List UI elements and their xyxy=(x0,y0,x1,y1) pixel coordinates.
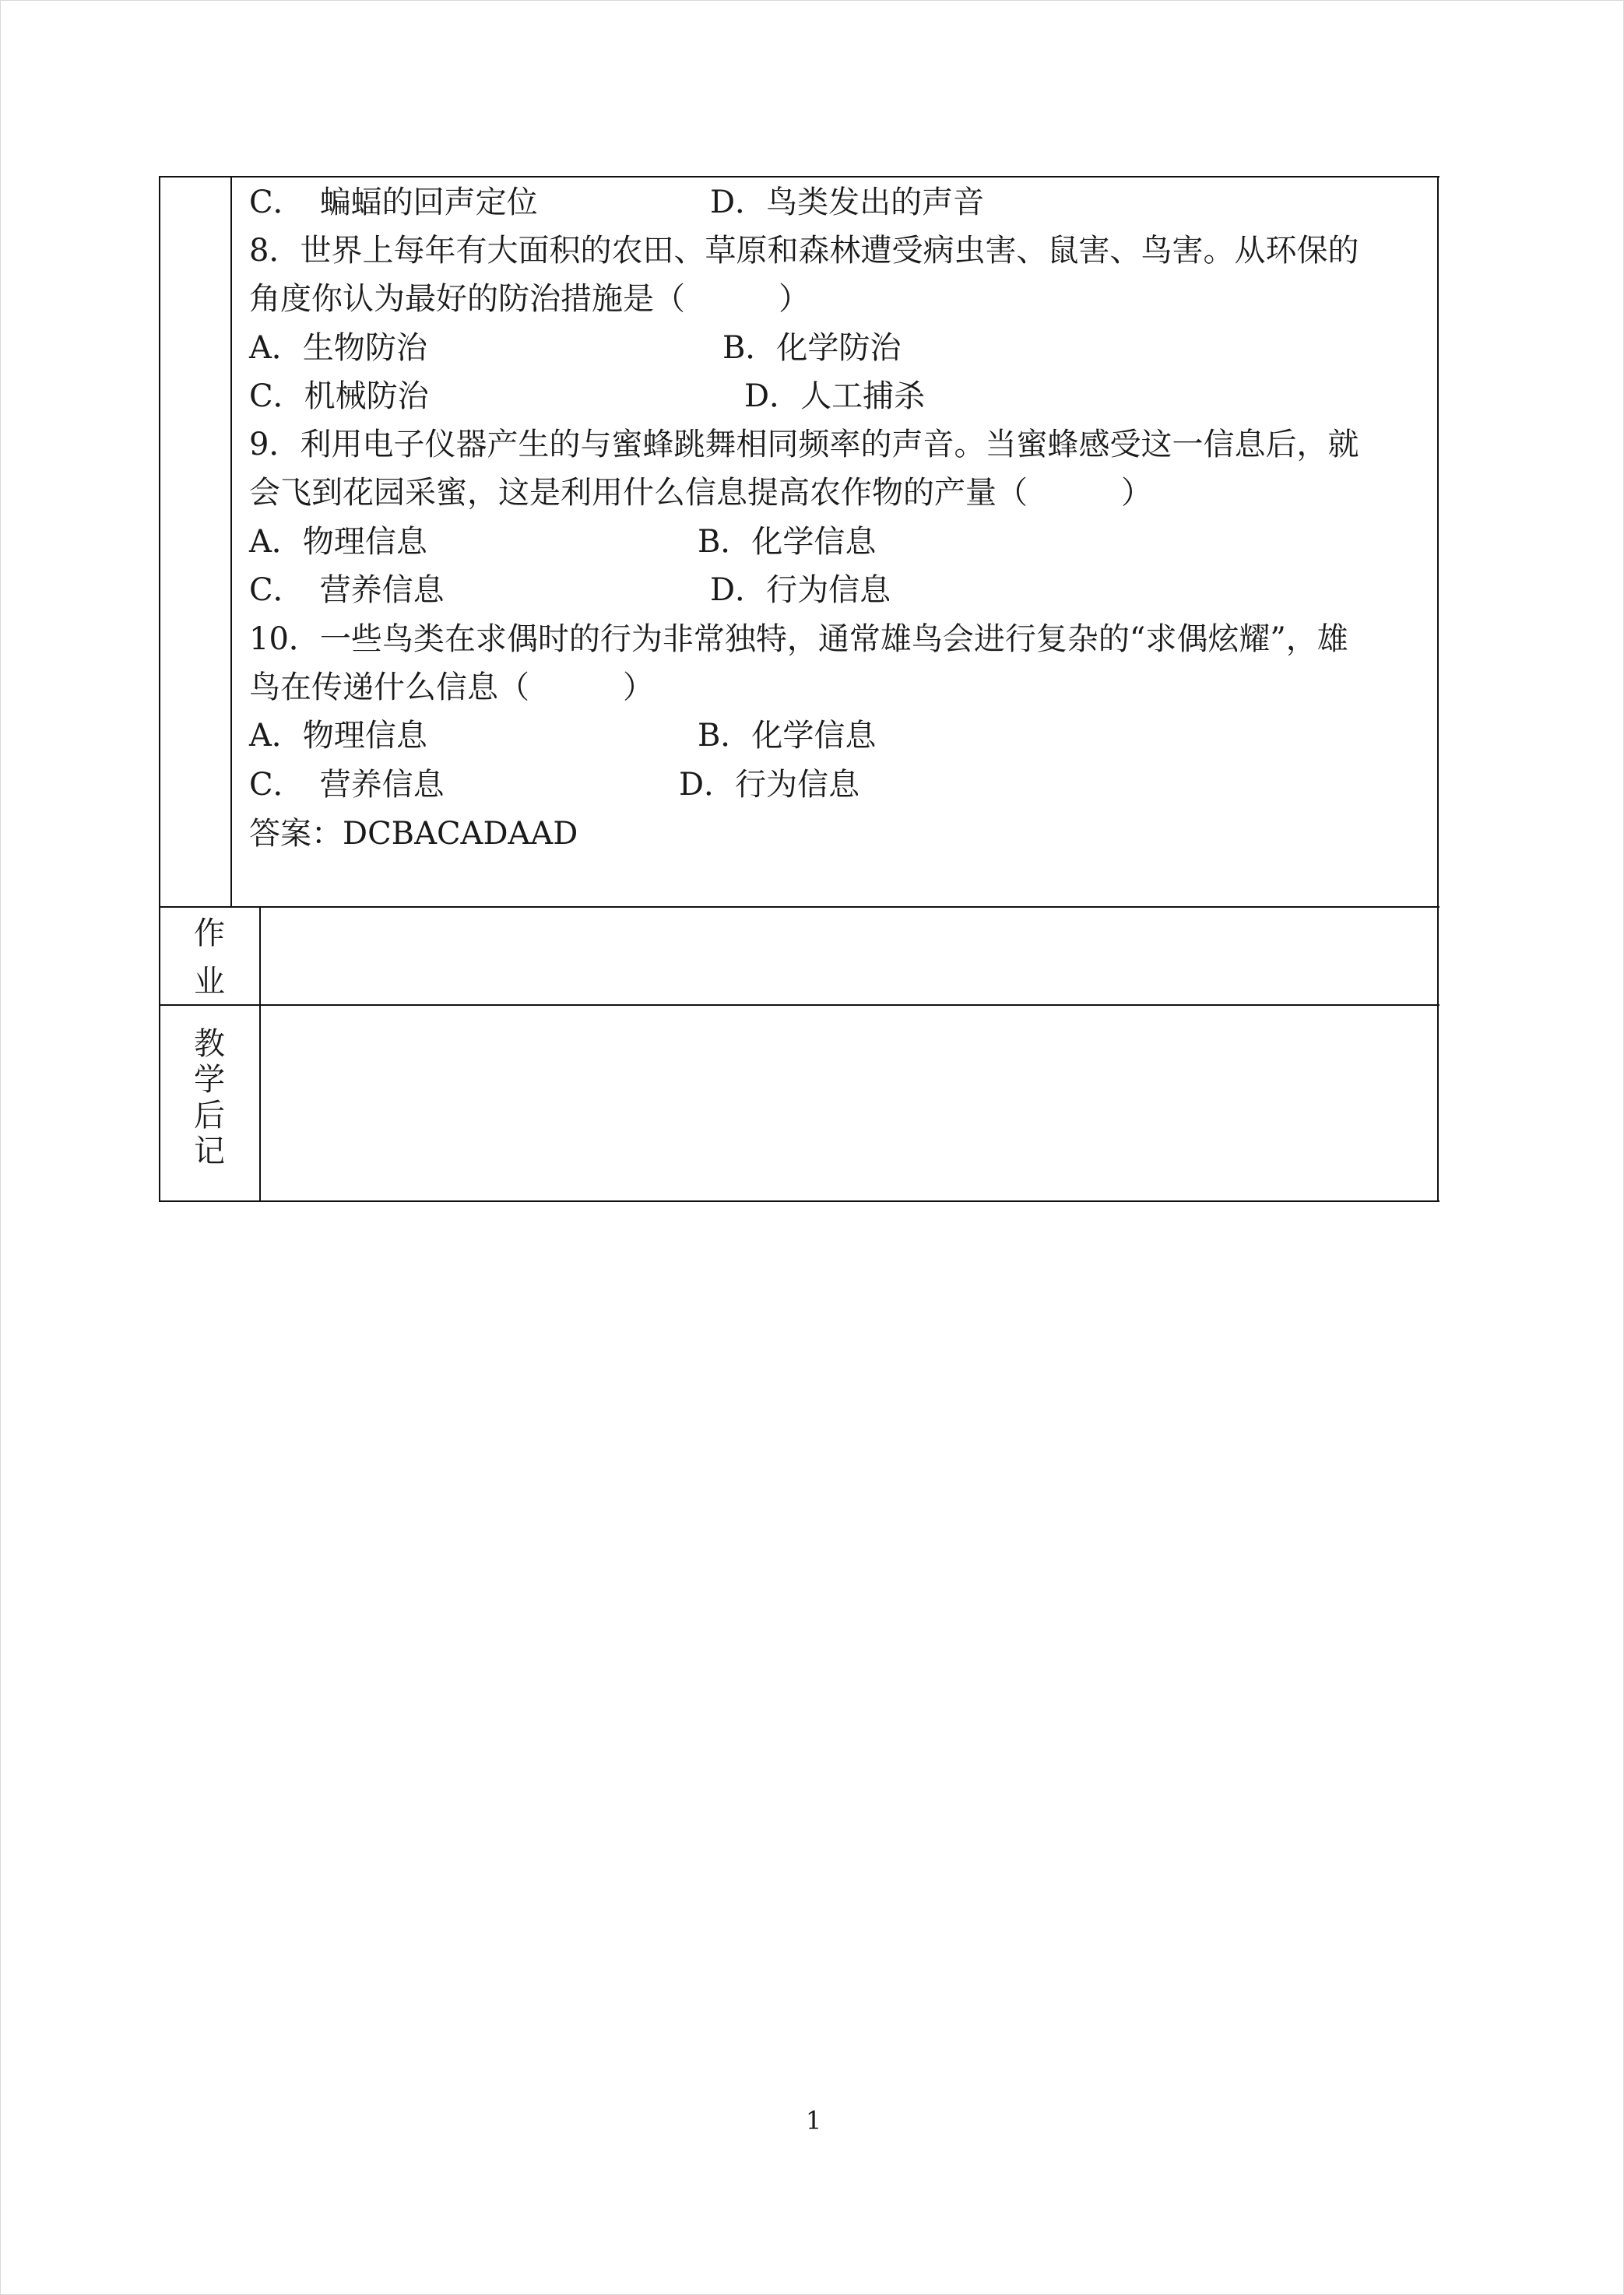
notes-label-char1: 教 xyxy=(194,1026,225,1062)
homework-label-char2: 业 xyxy=(194,964,225,1000)
table-top-border xyxy=(159,176,1439,177)
q10-option-a: A．物理信息 xyxy=(249,718,427,754)
q8-option-d: D．人工捕杀 xyxy=(744,378,926,414)
table-row-divider-2 xyxy=(159,1004,1439,1006)
q9-stem-line1: 9．利用电子仪器产生的与蜜蜂跳舞相同频率的声音。当蜜蜂感受这一信息后，就 xyxy=(249,427,1359,462)
q8-stem-line2: 角度你认为最好的防治措施是（ ） xyxy=(249,281,810,317)
table-bottom-border xyxy=(159,1200,1439,1202)
q9-option-c: C． 营养信息 xyxy=(249,572,445,608)
q10-option-c: C． 营养信息 xyxy=(249,767,445,803)
table-right-border xyxy=(1437,176,1439,1202)
q9-option-a: A．物理信息 xyxy=(249,524,427,560)
notes-label-char4: 记 xyxy=(194,1133,225,1169)
homework-label-char1: 作 xyxy=(194,916,225,951)
q8-option-c: C．机械防治 xyxy=(249,378,429,414)
q7-option-d: D．鸟类发出的声音 xyxy=(710,185,985,220)
q8-stem-line1: 8．世界上每年有大面积的农田、草原和森林遭受病虫害、鼠害、鸟害。从环保的 xyxy=(249,233,1359,269)
q7-option-c: C． 蝙蝠的回声定位 xyxy=(249,185,538,220)
notes-label-char3: 后 xyxy=(194,1098,225,1133)
q8-option-b: B．化学防治 xyxy=(722,330,902,366)
q10-stem-line2: 鸟在传递什么信息（ ） xyxy=(249,670,654,705)
page-number: 1 xyxy=(805,2106,822,2135)
table-inner-divider-top xyxy=(230,176,232,907)
table-left-border xyxy=(159,176,160,1202)
table-row-divider-1 xyxy=(159,906,1439,908)
q10-option-d: D．行为信息 xyxy=(679,767,860,803)
q9-option-b: B．化学信息 xyxy=(698,524,877,560)
q9-option-d: D．行为信息 xyxy=(710,572,891,608)
q10-option-b: B．化学信息 xyxy=(698,718,877,754)
table-inner-divider-bottom xyxy=(259,906,261,1202)
answer-key: 答案：DCBACADAAD xyxy=(249,816,578,852)
q8-option-a: A．生物防治 xyxy=(249,330,427,366)
q9-stem-line2: 会飞到花园采蜜，这是利用什么信息提高农作物的产量（ ） xyxy=(249,475,1152,511)
q10-stem-line1: 10．一些鸟类在求偶时的行为非常独特，通常雄鸟会进行复杂的“求偶炫耀”，雄 xyxy=(249,621,1348,657)
notes-label-char2: 学 xyxy=(194,1062,225,1098)
